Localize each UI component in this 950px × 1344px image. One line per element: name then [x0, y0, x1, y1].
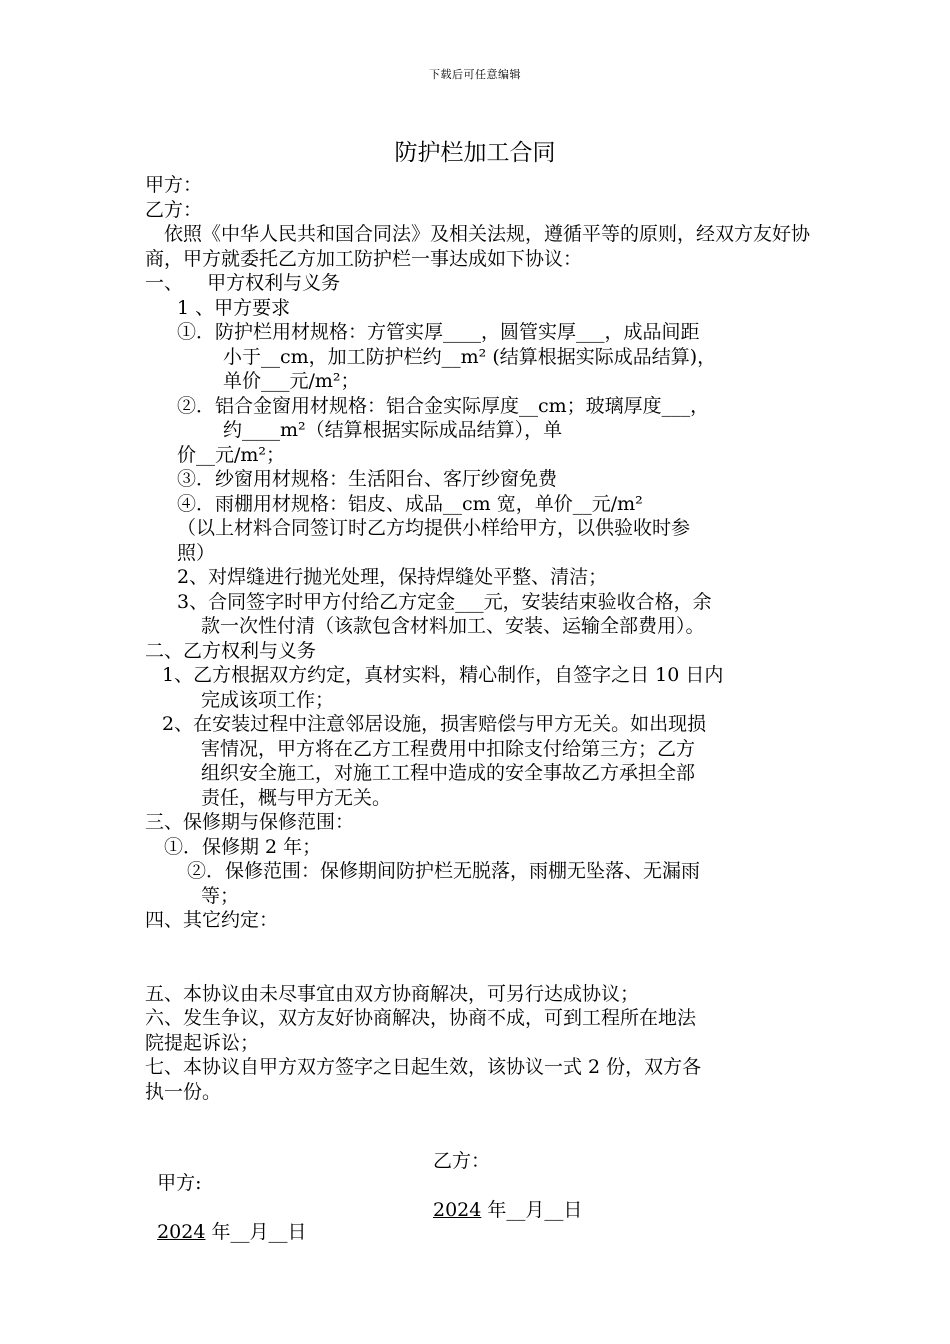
document-title: 防护栏加工合同 [394, 140, 556, 166]
signature-party-b-label: 乙方： [433, 1150, 491, 1172]
section-2-heading: 二、乙方权利与义务 [145, 639, 317, 662]
signature-dates-row [145, 1195, 583, 1266]
section-3-heading: 三、保修期与保修范围： [145, 811, 355, 833]
section-2-item-2-line-4: 责任，概与甲方无关。 [201, 786, 392, 809]
section-1-item-1-line-2: 小于__cm，加工防护栏约__m² (结算根据实际成品结算)， [223, 345, 717, 368]
section-5: 五、本协议由未尽事宜由双方协商解决，可另行达成协议； [145, 982, 640, 1005]
section-1-sub-3-line-2: 款一次性付清（该款包含材料加工、安装、运输全部费用）。 [201, 615, 705, 637]
date-rest-b: 年__月__日 [481, 1199, 583, 1221]
section-1-sub-3-line-1: 3、合同签字时甲方付给乙方定金___元，安装结束验收合格，余 [177, 590, 712, 613]
section-1-item-1-line-3: 单价___元/m²； [223, 370, 360, 392]
date-rest-a: 年__月__日 [205, 1221, 307, 1243]
section-3-item-1: ①．保修期 2 年； [164, 835, 322, 858]
section-2-item-1-line-2: 完成该项工作； [201, 688, 335, 711]
page-header-note: 下载后可任意编辑 [429, 68, 521, 81]
intro-paragraph: 依照《中华人民共和国合同法》及相关法规，遵循平等的原则，经双方友好协商，甲方就委托乙方加工防护栏一事达成如下协议： [145, 223, 811, 270]
signature-date-party-a [157, 1221, 306, 1243]
party-a-line: 甲方： [145, 174, 203, 196]
section-3-item-2-line-1: ②．保修范围：保修期间防护栏无脱落，雨棚无坠落、无漏雨 [187, 860, 701, 882]
section-7-line-1: 七、本协议自甲方双方签字之日起生效，该协议一式 2 份，双方各 [145, 1056, 702, 1078]
section-1-item-4: ④．雨棚用材规格：铝皮、成品__cm 宽，单价__元/m² [177, 492, 643, 515]
date-year-a: 2024 [157, 1221, 206, 1243]
section-6-line-2: 院提起诉讼； [145, 1031, 260, 1054]
section-1-item-1-line-1: ①．防护栏用材规格：方管实厚____，圆管实厚___，成品间距 [177, 321, 700, 343]
section-1-note-line-1: （以上材料合同签订时乙方均提供小样给甲方，以供验收时参 [177, 517, 691, 539]
blank-space [145, 933, 810, 982]
section-1-sub-1: 1 、甲方要求 [177, 296, 291, 319]
signature-party-a-label: 甲方: [157, 1172, 202, 1194]
section-2-item-2-line-3: 组织安全施工，对施工工程中造成的安全事故乙方承担全部 [201, 762, 696, 784]
section-1-note-line-2: 照） [177, 541, 216, 564]
date-year-b: 2024 [433, 1199, 482, 1221]
section-3-item-2-line-2: 等； [201, 884, 240, 907]
section-1-item-2-line-3: 价__元/m²； [177, 443, 286, 466]
section-6-line-1: 六、发生争议，双方友好协商解决，协商不成，可到工程所在地法 [145, 1007, 697, 1029]
section-2-item-2-line-2: 害情况，甲方将在乙方工程费用中扣除支付给第三方；乙方 [201, 737, 696, 760]
section-4-heading: 四、其它约定： [145, 909, 279, 931]
section-1-sub-2: 2、对焊缝进行抛光处理，保持焊缝处平整、清洁； [177, 566, 608, 588]
section-2-item-2-line-1: 2、在安装过程中注意邻居设施，损害赔偿与甲方无关。如出现损 [162, 713, 707, 735]
section-2-item-1-line-1: 1、乙方根据双方约定，真材实料，精心制作，自签字之日 10 日内 [162, 664, 724, 686]
section-7-line-2: 执一份。 [145, 1080, 222, 1103]
section-1-heading: 一、 甲方权利与义务 [145, 272, 341, 294]
section-1-item-2-line-1: ②．铝合金窗用材规格：铝合金实际厚度__cm；玻璃厚度___， [177, 394, 710, 417]
contract-body [145, 173, 810, 1104]
signature-date-party-b [433, 1195, 582, 1222]
section-1-item-3: ③．纱窗用材规格：生活阳台、客厅纱窗免费 [177, 468, 558, 490]
party-b-line: 乙方： [145, 198, 203, 221]
section-1-item-2-line-2: 约____m²（结算根据实际成品结算），单 [223, 419, 563, 441]
